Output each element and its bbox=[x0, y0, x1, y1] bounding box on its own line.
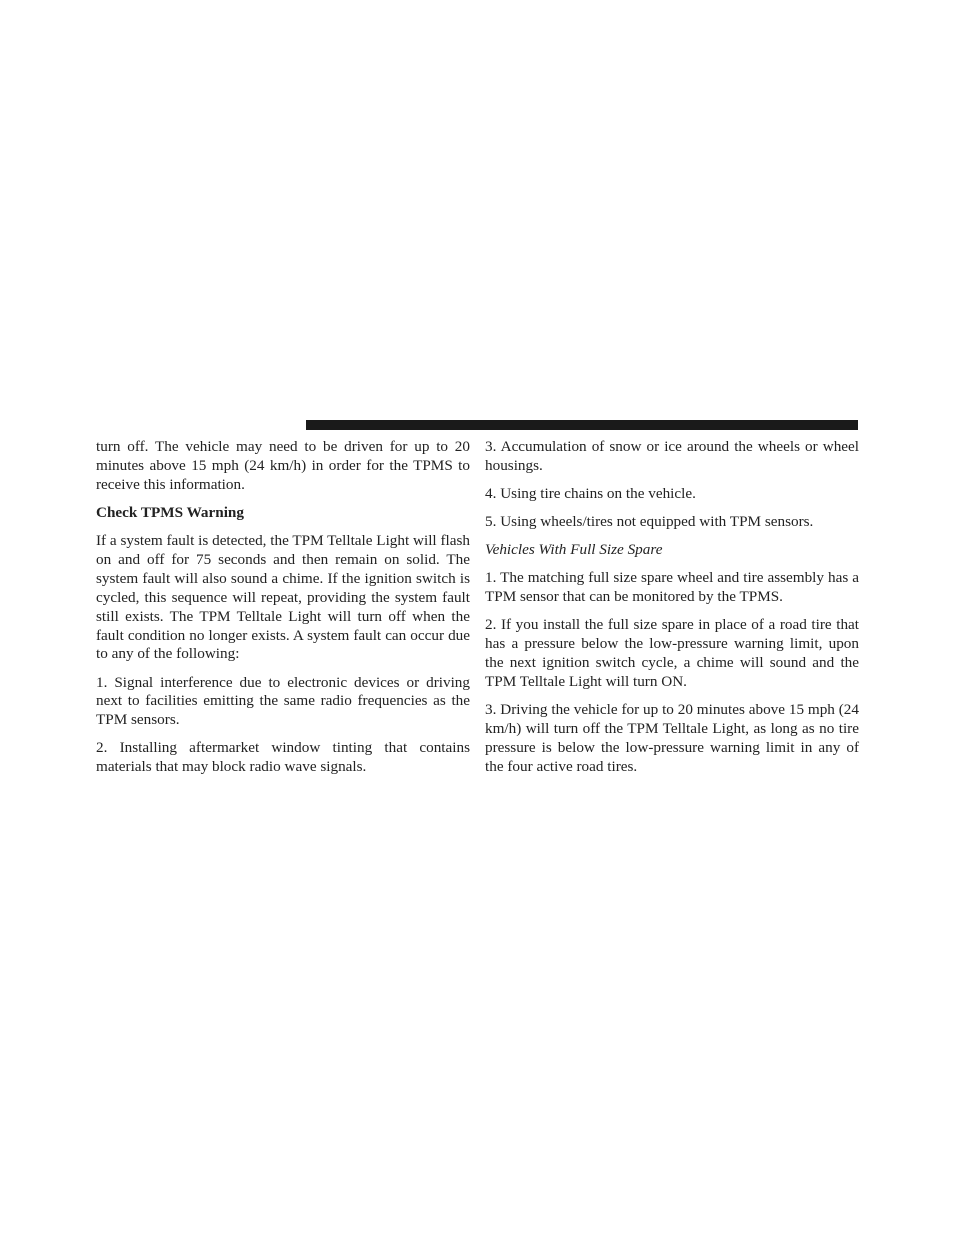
list-item-driving-turn-off: 3. Driving the vehicle for up to 20 minutes above 15 mph (24 km/h) will turn off the TPM Telltale Light, as long as no tire pressure is below the low-pressure warning limit in any of the four active road tires. bbox=[485, 701, 859, 775]
paragraph-continuation: turn off. The vehicle may need to be driven for up to 20 minutes above 15 mph (24 km/h) in order for the TPMS to receive this information. bbox=[96, 438, 470, 493]
heading-vehicles-full-size-spare: Vehicles With Full Size Spare bbox=[485, 541, 663, 559]
section-header-rule bbox=[306, 420, 858, 430]
list-item-snow-ice: 3. Accumulation of snow or ice around the wheels or wheel housings. bbox=[485, 438, 859, 474]
list-item-spare-install: 2. If you install the full size spare in place of a road tire that has a pressure below the low-pressure warning limit, upon the next ignition switch cycle, a chime will sound and the TPM Telltale Light will turn ON. bbox=[485, 616, 859, 690]
heading-check-tpms-warning: Check TPMS Warning bbox=[96, 503, 244, 521]
list-item-window-tinting: 2. Installing aftermarket window tinting that contains materials that may block radio wave signals. bbox=[96, 739, 470, 776]
list-item-spare-sensor: 1. The matching full size spare wheel and tire assembly has a TPM sensor that can be monitored by the TPMS. bbox=[485, 569, 859, 606]
left-column bbox=[96, 438, 470, 786]
right-column bbox=[485, 438, 859, 786]
list-item-wheels-without-sensors: 5. Using wheels/tires not equipped with TPM sensors. bbox=[485, 513, 814, 531]
list-item-signal-interference: 1. Signal interference due to electronic devices or driving next to facilities emitting the same radio frequencies as the TPM sensors. bbox=[96, 673, 470, 729]
list-item-tire-chains: 4. Using tire chains on the vehicle. bbox=[485, 485, 696, 502]
paragraph-system-fault: If a system fault is detected, the TPM Telltale Light will flash on and off for 75 seconds and then remain on solid. The system fault will also sound a chime. If the ignition switch is cycled, this sequence will repeat, providing the system fault still exists. The TPM Telltale Light will turn off when the fault condition no longer exists. A system fault can occur due to any of the following: bbox=[96, 532, 470, 663]
